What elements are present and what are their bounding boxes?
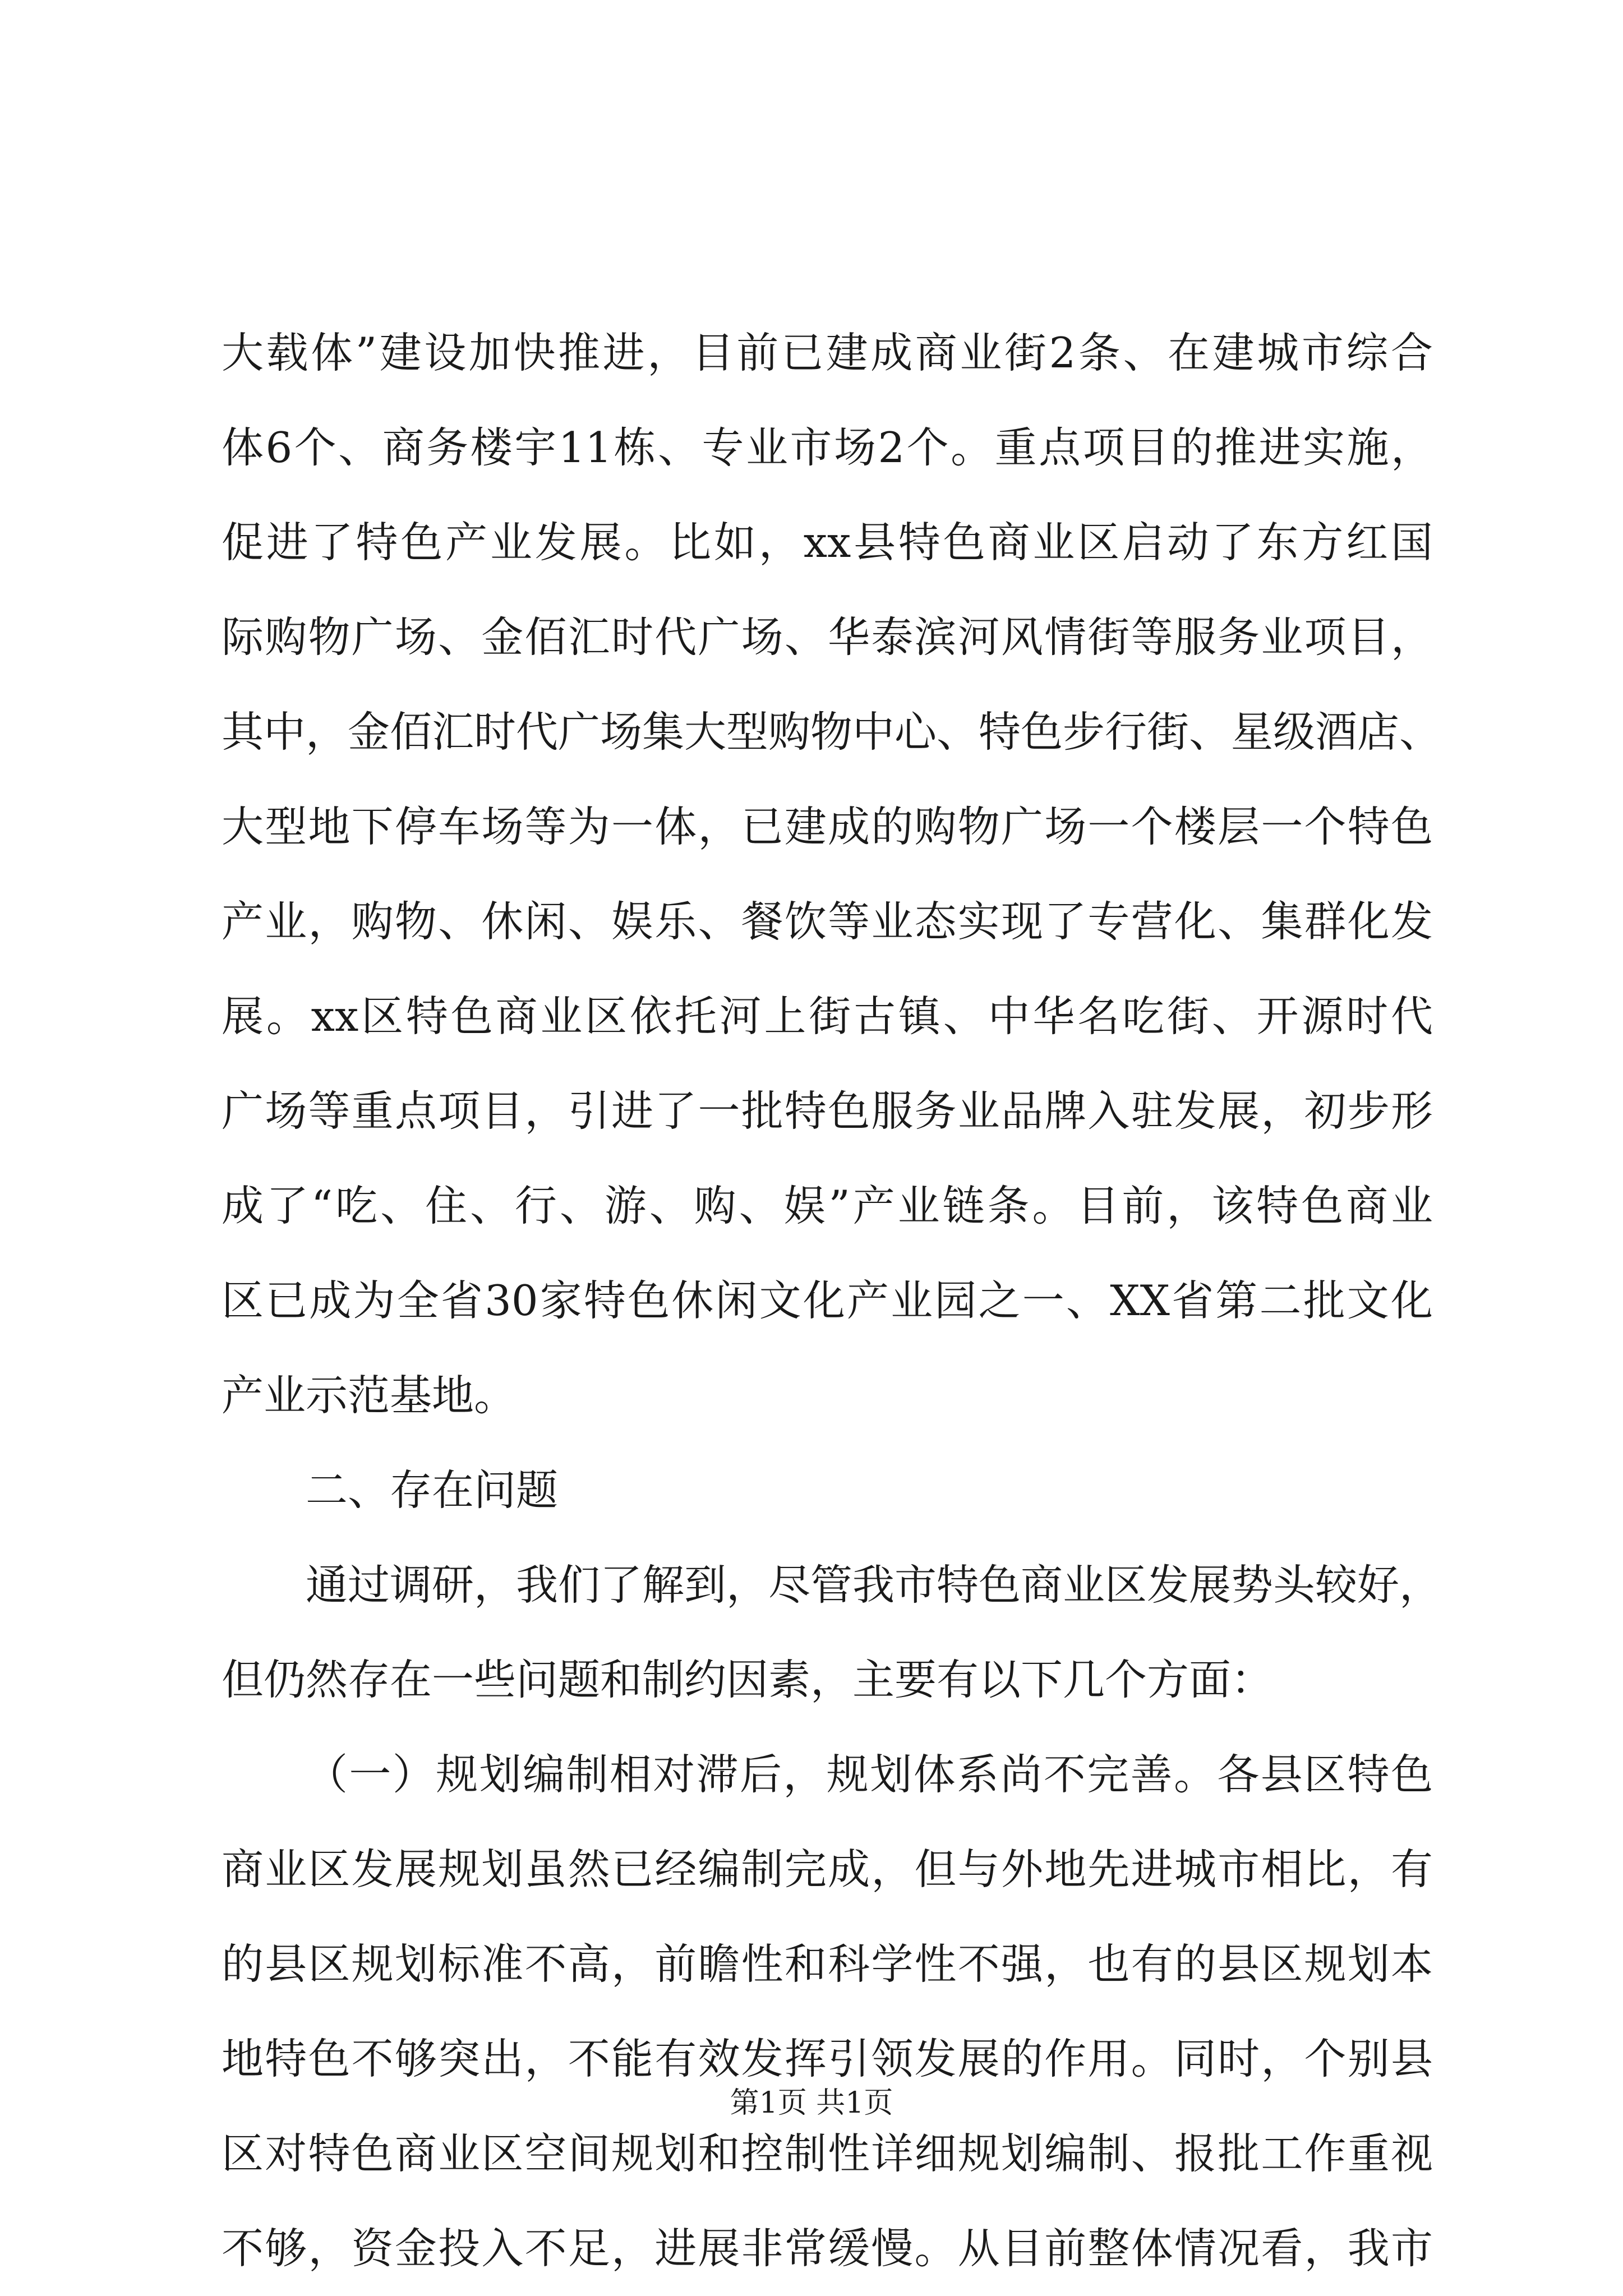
text-line: 通过调研，我们了解到，尽管我市特色商业区发展势头较好， (306, 1560, 1442, 1610)
text-line: 展。xx区特色商业区依托河上街古镇、中华名吃街、开源时代 (222, 992, 1433, 1041)
text-line: （一）规划编制相对滞后，规划体系尚不完善。各县区特色 (306, 1750, 1433, 1799)
text-line: 区对特色商业区空间规划和控制性详细规划编制、报批工作重视 (222, 2129, 1433, 2178)
document-body (222, 306, 1442, 2296)
text-line: 际购物广场、金佰汇时代广场、华泰滨河风情街等服务业项目， (222, 612, 1433, 662)
text-line: 成了“吃、住、行、游、购、娱”产业链条。目前，该特色商业 (222, 1181, 1433, 1230)
text-line: 产业，购物、休闲、娱乐、餐饮等业态实现了专营化、集群化发 (222, 897, 1433, 946)
text-line: 但仍然存在一些问题和制约因素，主要有以下几个方面： (222, 1655, 1274, 1704)
text-line: 的县区规划标准不高，前瞻性和科学性不强，也有的县区规划本 (222, 1939, 1433, 1989)
text-line: 其中，金佰汇时代广场集大型购物中心、特色步行街、星级酒店、 (222, 707, 1442, 757)
text-line: 大型地下停车场等为一体，已建成的购物广场一个楼层一个特色 (222, 802, 1433, 851)
text-line: 广场等重点项目，引进了一批特色服务业品牌入驻发展，初步形 (222, 1086, 1433, 1136)
text-line: 二、存在问题 (306, 1465, 559, 1515)
text-line: 体6个、商务楼宇11栋、专业市场2个。重点项目的推进实施， (222, 423, 1433, 472)
text-line: 产业示范基地。 (222, 1371, 517, 1420)
text-line: 区已成为全省30家特色休闲文化产业园之一、XX省第二批文化 (222, 1276, 1433, 1325)
text-line: 不够，资金投入不足，进展非常缓慢。从目前整体情况看，我市 (222, 2224, 1433, 2273)
text-line: 促进了特色产业发展。比如，xx县特色商业区启动了东方红国 (222, 518, 1433, 567)
page-footer: 第1页 共1页 (730, 2086, 893, 2120)
text-line: 大载体”建设加快推进，目前已建成商业街2条、在建城市综合 (222, 328, 1433, 377)
text-line: 地特色不够突出，不能有效发挥引领发展的作用。同时，个别县 (222, 2034, 1433, 2083)
text-line: 商业区发展规划虽然已经编制完成，但与外地先进城市相比，有 (222, 1845, 1433, 1894)
